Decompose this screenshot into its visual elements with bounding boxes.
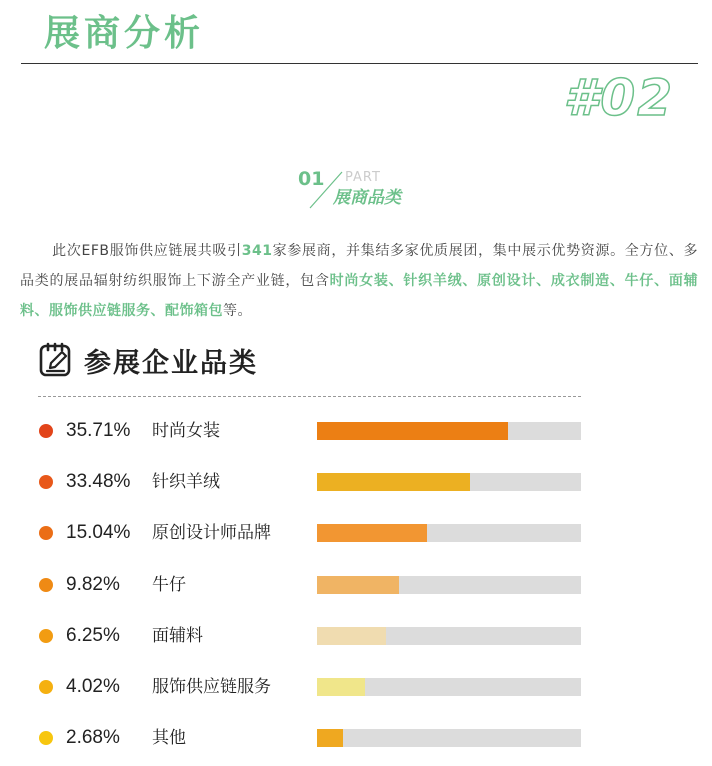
value-label: 9.82% xyxy=(66,573,120,595)
value-label: 35.71% xyxy=(66,420,131,441)
highlight-separator: 、 xyxy=(462,273,478,289)
chart-row xyxy=(0,672,712,702)
chart-divider xyxy=(38,396,581,397)
legend-dot xyxy=(39,424,53,438)
chart-row xyxy=(0,621,712,651)
value-label: 6.25% xyxy=(66,624,120,646)
highlight-separator: 、 xyxy=(536,273,551,289)
category-label: 面辅料 xyxy=(152,625,203,646)
highlight-item: 面辅料 xyxy=(20,273,699,319)
chart-row xyxy=(0,518,712,548)
bar xyxy=(317,576,399,594)
edit-note-icon xyxy=(38,342,74,378)
intro-text-end: 等。 xyxy=(223,303,252,319)
chart-row xyxy=(0,723,712,753)
chart-row xyxy=(0,570,712,600)
bar xyxy=(317,524,427,542)
highlight-separator: 、 xyxy=(34,303,49,319)
bar xyxy=(317,678,365,696)
exhibitor-count: 341 xyxy=(241,243,273,259)
category-label: 针织羊绒 xyxy=(152,472,220,493)
category-label: 牛仔 xyxy=(152,574,186,595)
page-title: 展商分析 xyxy=(44,13,205,54)
category-label: 原创设计师品牌 xyxy=(152,523,271,544)
section-number: #02 xyxy=(563,69,674,127)
highlight-item: 时尚女装 xyxy=(329,273,389,289)
bar xyxy=(317,473,470,491)
bar-track xyxy=(317,678,581,696)
value-label: 4.02% xyxy=(66,676,120,697)
highlight-item: 针织羊绒 xyxy=(403,273,463,289)
category-label: 时尚女装 xyxy=(152,421,220,441)
category-label: 服饰供应链服务 xyxy=(152,677,271,697)
bar xyxy=(317,627,386,645)
part-subtitle: 展商品类 xyxy=(333,188,401,208)
legend-dot xyxy=(39,629,53,643)
title-divider xyxy=(21,63,698,64)
intro-paragraph xyxy=(20,236,698,326)
value-label: 15.04% xyxy=(66,522,131,544)
highlight-separator: 、 xyxy=(388,273,404,289)
legend-dot xyxy=(39,731,53,745)
chart-heading-text: 参展企业品类 xyxy=(84,347,258,379)
highlight-separator: 、 xyxy=(150,303,165,319)
chart-row xyxy=(0,467,712,497)
bar-track xyxy=(317,627,581,645)
legend-dot xyxy=(39,475,53,489)
highlight-item: 成衣制造 xyxy=(550,273,610,289)
highlight-separator: 、 xyxy=(654,273,669,289)
highlight-item: 原创设计 xyxy=(477,273,537,289)
intro-text-start: 此次EFB服饰供应链展共吸引 xyxy=(52,243,242,259)
legend-dot xyxy=(39,578,53,592)
legend-dot xyxy=(39,680,53,694)
bar-track xyxy=(317,524,581,542)
bar-track xyxy=(317,473,581,491)
bar-track xyxy=(317,422,581,440)
highlight-separator: 、 xyxy=(609,273,625,289)
legend-dot xyxy=(39,526,53,540)
bar-track xyxy=(317,576,581,594)
highlight-item: 服饰供应链服务 xyxy=(49,303,151,319)
bar xyxy=(317,422,508,440)
intro-text-middle: 家参展商，并集结多家优质展团，集中展示优势资源。全方位、多品类的展品辐射纺织服饰上下游全产业链，包含 xyxy=(20,243,698,289)
highlight-item: 牛仔 xyxy=(624,273,655,289)
chart-row xyxy=(0,416,712,446)
bar-track xyxy=(317,729,581,747)
category-label: 其他 xyxy=(152,728,186,749)
bar xyxy=(317,729,343,747)
highlight-item: 配饰箱包 xyxy=(165,303,223,319)
part-number: 01 xyxy=(298,168,325,190)
value-label: 33.48% xyxy=(66,471,131,493)
part-word: PART xyxy=(345,170,381,185)
value-label: 2.68% xyxy=(66,727,120,749)
chart-heading xyxy=(38,340,258,380)
